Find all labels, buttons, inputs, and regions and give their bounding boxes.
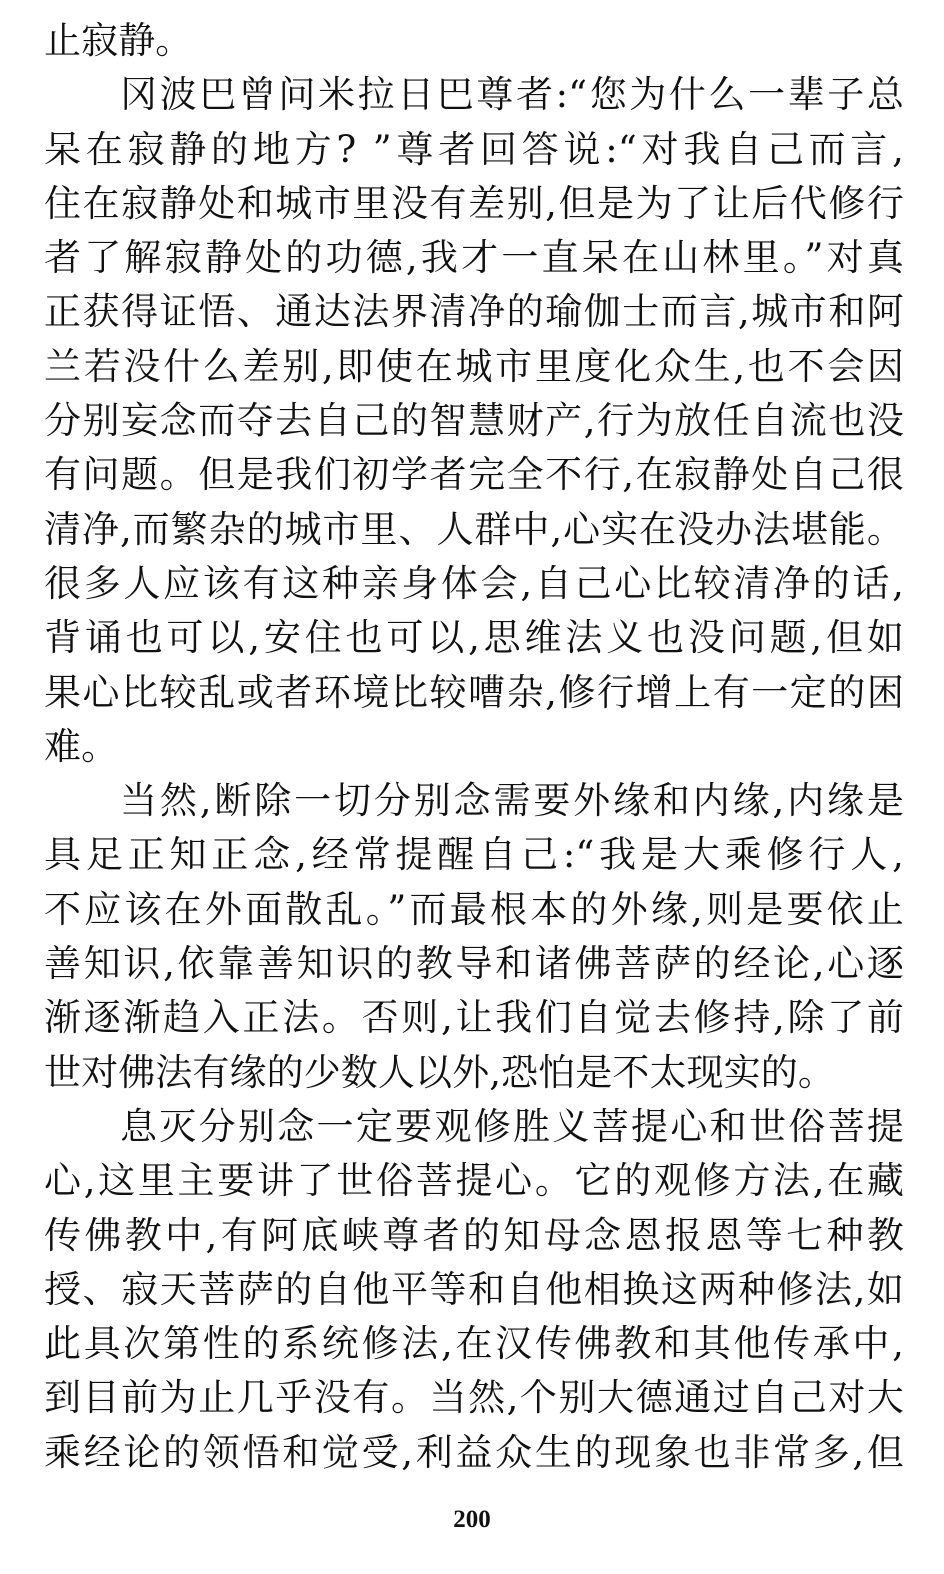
text-line: 到目前为止几乎没有。当然,个别大德通过自己对大	[44, 1376, 904, 1420]
text-line: 者了解寂静处的功德,我才一直呆在山林里。”对真	[44, 236, 904, 280]
text-line: 有问题。但是我们初学者完全不行,在寂静处自己很	[44, 453, 904, 497]
text-line: 呆在寂静的地方? ”尊者回答说:“对我自己而言,	[44, 127, 904, 171]
text-line: 具足正知正念,经常提醒自己:“我是大乘修行人,	[44, 833, 904, 877]
text-line: 渐逐渐趋入正法。否则,让我们自觉去修持,除了前	[44, 996, 904, 1040]
text-line: 乘经论的领悟和觉受,利益众生的现象也非常多,但	[44, 1430, 904, 1474]
text-line: 冈波巴曾问米拉日巴尊者:“您为什么一辈子总	[120, 73, 904, 117]
text-line: 不应该在外面散乱。”而最根本的外缘,则是要依止	[44, 887, 904, 931]
text-line: 此具次第性的系统修法,在汉传佛教和其他传承中,	[44, 1322, 904, 1366]
text-line: 分别妄念而夺去自己的智慧财产,行为放任自流也没	[44, 399, 904, 443]
text-line: 果心比较乱或者环境比较嘈杂,修行增上有一定的困	[44, 670, 904, 714]
text-line: 息灭分别念一定要观修胜义菩提心和世俗菩提	[120, 1104, 904, 1148]
text-line: 住在寂静处和城市里没有差别,但是为了让后代修行	[44, 181, 904, 225]
text-line: 正获得证悟、通达法界清净的瑜伽士而言,城市和阿	[44, 290, 904, 334]
page-number: 200	[453, 1506, 491, 1533]
text-line: 当然,断除一切分别念需要外缘和内缘,内缘是	[120, 779, 904, 823]
body-text	[44, 14, 904, 1480]
text-line: 止寂静。	[44, 19, 193, 62]
text-line: 世对佛法有缘的少数人以外,恐怕是不太现实的。	[44, 1050, 835, 1094]
text-line: 授、寂天菩萨的自他平等和自他相换这两种修法,如	[44, 1267, 904, 1311]
text-line: 难。	[44, 724, 119, 768]
text-line: 背诵也可以,安住也可以,思维法义也没问题,但如	[44, 616, 904, 660]
text-line: 很多人应该有这种亲身体会,自己心比较清净的话,	[44, 561, 904, 605]
text-line: 善知识,依靠善知识的教导和诸佛菩萨的经论,心逐	[44, 942, 904, 986]
text-line: 兰若没什么差别,即使在城市里度化众生,也不会因	[44, 344, 904, 388]
text-line: 传佛教中,有阿底峡尊者的知母念恩报恩等七种教	[44, 1213, 904, 1257]
text-line: 心,这里主要讲了世俗菩提心。它的观修方法,在藏	[44, 1159, 904, 1203]
text-line: 清净,而繁杂的城市里、人群中,心实在没办法堪能。	[44, 507, 904, 551]
